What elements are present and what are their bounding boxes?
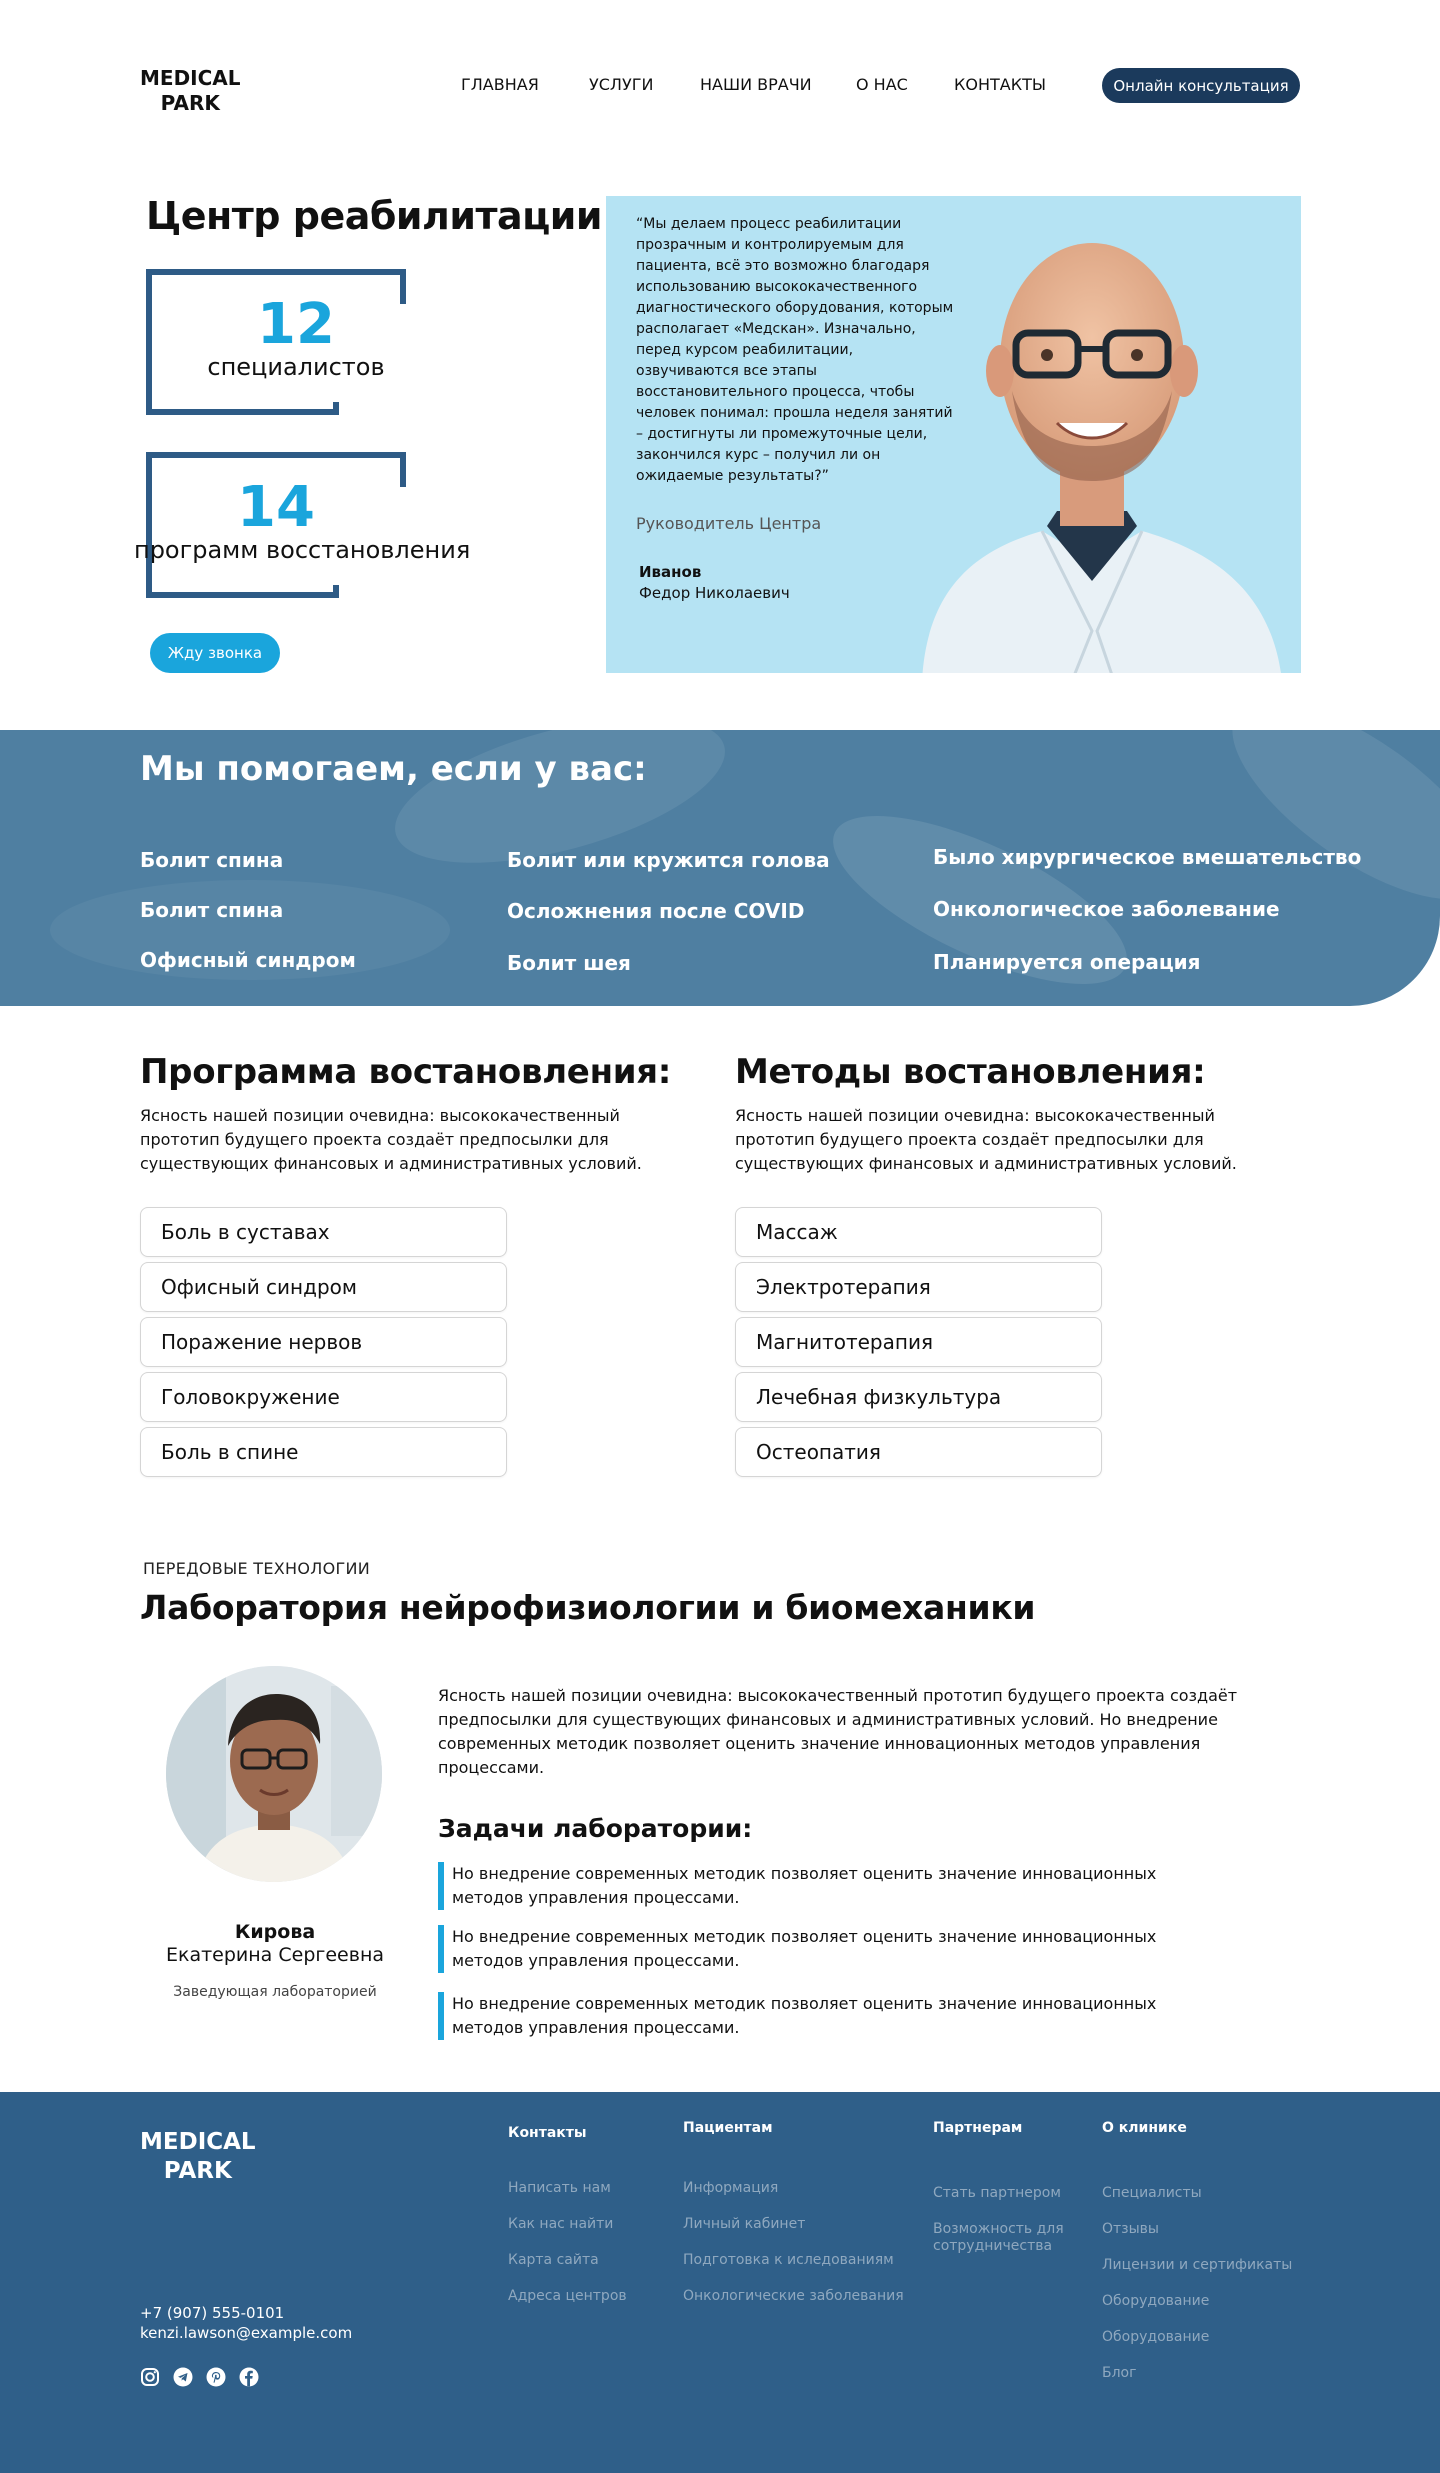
help-item: Планируется операция — [933, 950, 1201, 974]
footer-partners-title: Партнерам — [933, 2120, 1023, 2136]
lab-task: Но внедрение современных методик позволяет оценить значение инновационных методов управления процессами. — [438, 1925, 1218, 1973]
lab-head-role: Заведующая лабораторией — [173, 1984, 377, 2000]
footer-link[interactable]: Специалисты — [1102, 2185, 1202, 2201]
nav-services[interactable]: УСЛУГИ — [589, 75, 654, 94]
methods-desc: Ясность нашей позиции очевидна: высококачественный прототип будущего проекта создаёт предпосылки для существующих финансовых и административных условий. — [735, 1106, 1237, 1173]
quote-author — [639, 562, 790, 604]
method-item[interactable]: Остеопатия — [735, 1427, 1102, 1477]
quote-panel — [606, 196, 1301, 673]
program-item[interactable]: Головокружение — [140, 1372, 507, 1422]
footer-link[interactable]: Оборудование — [1102, 2329, 1210, 2345]
nav-about[interactable]: О НАС — [856, 75, 908, 94]
footer-logo-line-1: MEDICAL — [140, 2129, 256, 2155]
help-item: Болит спина — [140, 898, 284, 922]
telegram-icon[interactable] — [173, 2367, 193, 2387]
stat-label: специалистов — [207, 353, 385, 381]
lab-head-photo — [166, 1666, 382, 1882]
hero-title: Центр реабилитации — [146, 194, 603, 238]
method-item[interactable]: Лечебная физкультура — [735, 1372, 1102, 1422]
logo-line-1: MEDICAL — [140, 66, 241, 90]
lab-desc: Ясность нашей позиции очевидна: высококачественный прототип будущего проекта создаёт предпосылки для существующих финансовых и административных условий. Но внедрение современных методик позволяет оценить значение инновационных методов управления процессами. — [438, 1686, 1238, 1777]
logo[interactable] — [140, 66, 241, 116]
program-item[interactable]: Поражение нервов — [140, 1317, 507, 1367]
logo-line-2: PARK — [160, 91, 220, 115]
instagram-icon[interactable] — [140, 2367, 160, 2387]
method-item[interactable]: Массаж — [735, 1207, 1102, 1257]
stat-value: 12 — [257, 292, 335, 357]
methods-title: Методы востановления: — [735, 1052, 1206, 1092]
footer-link[interactable]: Лицензии и сертификаты — [1102, 2257, 1293, 2273]
help-item: Болит спина — [140, 848, 284, 872]
footer-contacts-title: Контакты — [508, 2125, 587, 2141]
programs-desc: Ясность нашей позиции очевидна: высококачественный прототип будущего проекта создаёт предпосылки для существующих финансовых и административных условий. — [140, 1106, 642, 1173]
stat-programs — [134, 452, 471, 598]
help-item: Осложнения после COVID — [507, 899, 805, 923]
lab-head-surname: Кирова — [234, 1921, 316, 1943]
lab-task: Но внедрение современных методик позволяет оценить значение инновационных методов управления процессами. — [438, 1862, 1218, 1910]
nav-home[interactable]: ГЛАВНАЯ — [461, 75, 539, 94]
programs-title: Программа востановления: — [140, 1052, 672, 1092]
footer-phone[interactable]: +7 (907) 555-0101 — [140, 2304, 285, 2322]
nav-contacts[interactable]: КОНТАКТЫ — [954, 75, 1046, 94]
method-item[interactable]: Электротерапия — [735, 1262, 1102, 1312]
footer-link[interactable]: Личный кабинет — [683, 2216, 806, 2232]
program-item[interactable]: Боль в спине — [140, 1427, 507, 1477]
lab-kicker: ПЕРЕДОВЫЕ ТЕХНОЛОГИИ — [143, 1559, 371, 1578]
footer-link[interactable]: Оборудование — [1102, 2293, 1210, 2309]
footer-logo-line-2: PARK — [163, 2158, 232, 2184]
footer-link[interactable]: Написать нам — [508, 2180, 611, 2196]
help-band — [0, 730, 1440, 1006]
lab-title: Лаборатория нейрофизиологии и биомеханики — [140, 1588, 1036, 1627]
stat-label: программ восстановления — [134, 536, 471, 564]
quote-author-given-names: Федор Николаевич — [639, 584, 790, 602]
footer-link[interactable]: сотрудничества — [933, 2238, 1053, 2254]
footer-link[interactable]: Блог — [1102, 2365, 1137, 2381]
footer-link[interactable]: Как нас найти — [508, 2216, 614, 2232]
help-title: Мы помогаем, если у вас: — [140, 749, 647, 789]
footer-link[interactable]: Подготовка к иследованиям — [683, 2252, 894, 2268]
doctor-photo — [882, 196, 1301, 673]
lab-task: Но внедрение современных методик позволяет оценить значение инновационных методов управления процессами. — [438, 1992, 1218, 2040]
program-item[interactable]: Офисный синдром — [140, 1262, 507, 1312]
pinterest-icon[interactable] — [206, 2367, 226, 2387]
facebook-icon[interactable] — [239, 2367, 259, 2387]
footer-link[interactable]: Онкологические заболевания — [683, 2288, 904, 2304]
lab-head-given-names: Екатерина Сергеевна — [165, 1944, 385, 1966]
quote-role: Руководитель Центра — [636, 514, 822, 533]
help-item: Было хирургическое вмешательство — [933, 845, 1362, 869]
help-item: Болит шея — [507, 951, 631, 975]
footer-link[interactable]: Отзывы — [1102, 2221, 1159, 2237]
footer-link[interactable]: Возможность для — [933, 2221, 1064, 2237]
footer-about-title: О клинике — [1102, 2120, 1187, 2136]
stat-specialists — [146, 269, 406, 415]
footer-patients-title: Пациентам — [683, 2120, 773, 2136]
quote-author-surname: Иванов — [639, 563, 702, 581]
footer-email[interactable]: kenzi.lawson@example.com — [140, 2324, 353, 2342]
help-item: Офисный синдром — [140, 948, 356, 972]
quote-text: “Мы делаем процесс реабилитации прозрачным и контролируемым для пациента, всё это возможно благодаря использованию высококачественного диагностического оборудования, которым располагает «Медскан». Изначально, перед курсом реабилитации, озвучиваются все этапы восстановительного процесса, чтобы человек понимал: прошла неделя занятий – достигнуты ли промежуточные цели, закончился курс – получил ли он ожидаемые результаты?” — [636, 216, 954, 484]
footer-link[interactable]: Адреса центров — [508, 2288, 627, 2304]
footer — [0, 2092, 1440, 2473]
help-item: Онкологическое заболевание — [933, 897, 1280, 921]
footer-logo[interactable] — [140, 2128, 256, 2186]
method-item[interactable]: Магнитотерапия — [735, 1317, 1102, 1367]
online-consultation-button[interactable]: Онлайн консультация — [1102, 68, 1300, 103]
footer-link[interactable]: Стать партнером — [933, 2185, 1061, 2201]
lab-tasks-title: Задачи лаборатории: — [438, 1814, 753, 1843]
help-item: Болит или кружится голова — [507, 848, 830, 872]
stat-value: 14 — [237, 475, 315, 540]
callback-button[interactable]: Жду звонка — [150, 633, 280, 673]
program-item[interactable]: Боль в суставах — [140, 1207, 507, 1257]
lab-head-avatar — [166, 1666, 382, 1882]
footer-link[interactable]: Карта сайта — [508, 2252, 599, 2268]
nav-doctors[interactable]: НАШИ ВРАЧИ — [700, 75, 812, 94]
footer-link[interactable]: Информация — [683, 2180, 779, 2196]
